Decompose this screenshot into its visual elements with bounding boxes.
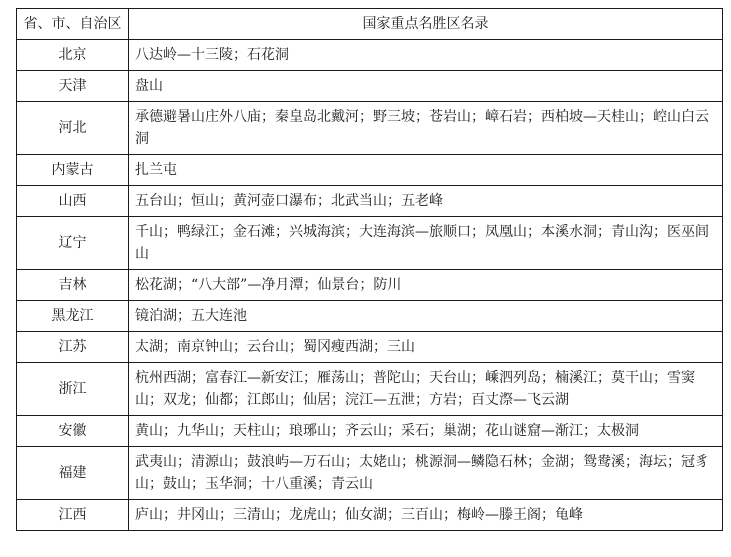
province-cell: 天津 [17, 71, 129, 102]
province-cell: 江西 [17, 500, 129, 531]
province-cell: 吉林 [17, 270, 129, 301]
province-cell: 浙江 [17, 363, 129, 416]
sites-cell: 扎兰屯 [129, 155, 723, 186]
table-row [17, 186, 723, 217]
sites-cell: 盘山 [129, 71, 723, 102]
sites-cell: 八达岭—十三陵；石花洞 [129, 40, 723, 71]
header-province: 省、市、自治区 [17, 9, 129, 40]
sites-cell: 承德避暑山庄外八庙；秦皇岛北戴河；野三坡；苍岩山；嶂石岩；西柏坡—天桂山；崆山白云洞 [129, 102, 723, 155]
province-cell: 河北 [17, 102, 129, 155]
province-cell: 内蒙古 [17, 155, 129, 186]
header-row [17, 9, 723, 40]
table-row [17, 500, 723, 531]
table-row [17, 217, 723, 270]
scenic-areas-table [16, 8, 723, 531]
table-row [17, 301, 723, 332]
table-row [17, 363, 723, 416]
header-sites: 国家重点名胜区名录 [129, 9, 723, 40]
table-row [17, 416, 723, 447]
table-row [17, 102, 723, 155]
province-cell: 辽宁 [17, 217, 129, 270]
table-row [17, 447, 723, 500]
table-row [17, 40, 723, 71]
sites-cell: 杭州西湖；富春江—新安江；雁荡山；普陀山；天台山；嵊泗列岛；楠溪江；莫干山；雪窦山；双龙；仙都；江郎山；仙居；浣江—五泄；方岩；百丈漈—飞云湖 [129, 363, 723, 416]
province-cell: 北京 [17, 40, 129, 71]
sites-cell: 镜泊湖；五大连池 [129, 301, 723, 332]
province-cell: 福建 [17, 447, 129, 500]
sites-cell: 五台山；恒山；黄河壶口瀑布；北武当山；五老峰 [129, 186, 723, 217]
table-row [17, 155, 723, 186]
sites-cell: 太湖；南京钟山；云台山；蜀冈瘦西湖；三山 [129, 332, 723, 363]
province-cell: 安徽 [17, 416, 129, 447]
sites-cell: 黄山；九华山；天柱山；琅琊山；齐云山；采石；巢湖；花山谜窟—渐江；太极洞 [129, 416, 723, 447]
province-cell: 黑龙江 [17, 301, 129, 332]
table-row [17, 71, 723, 102]
sites-cell: 千山；鸭绿江；金石滩；兴城海滨；大连海滨—旅顺口；凤凰山；本溪水洞；青山沟；医巫闾山 [129, 217, 723, 270]
sites-cell: 庐山；井冈山；三清山；龙虎山；仙女湖；三百山；梅岭—滕王阁；龟峰 [129, 500, 723, 531]
province-cell: 山西 [17, 186, 129, 217]
province-cell: 江苏 [17, 332, 129, 363]
sites-cell: 松花湖；“八大部”—净月潭；仙景台；防川 [129, 270, 723, 301]
sites-cell: 武夷山；清源山；鼓浪屿—万石山；太姥山；桃源洞—鳞隐石林；金湖；鸳鸯溪；海坛；冠豸山；鼓山；玉华洞；十八重溪；青云山 [129, 447, 723, 500]
table-row [17, 332, 723, 363]
table-row [17, 270, 723, 301]
